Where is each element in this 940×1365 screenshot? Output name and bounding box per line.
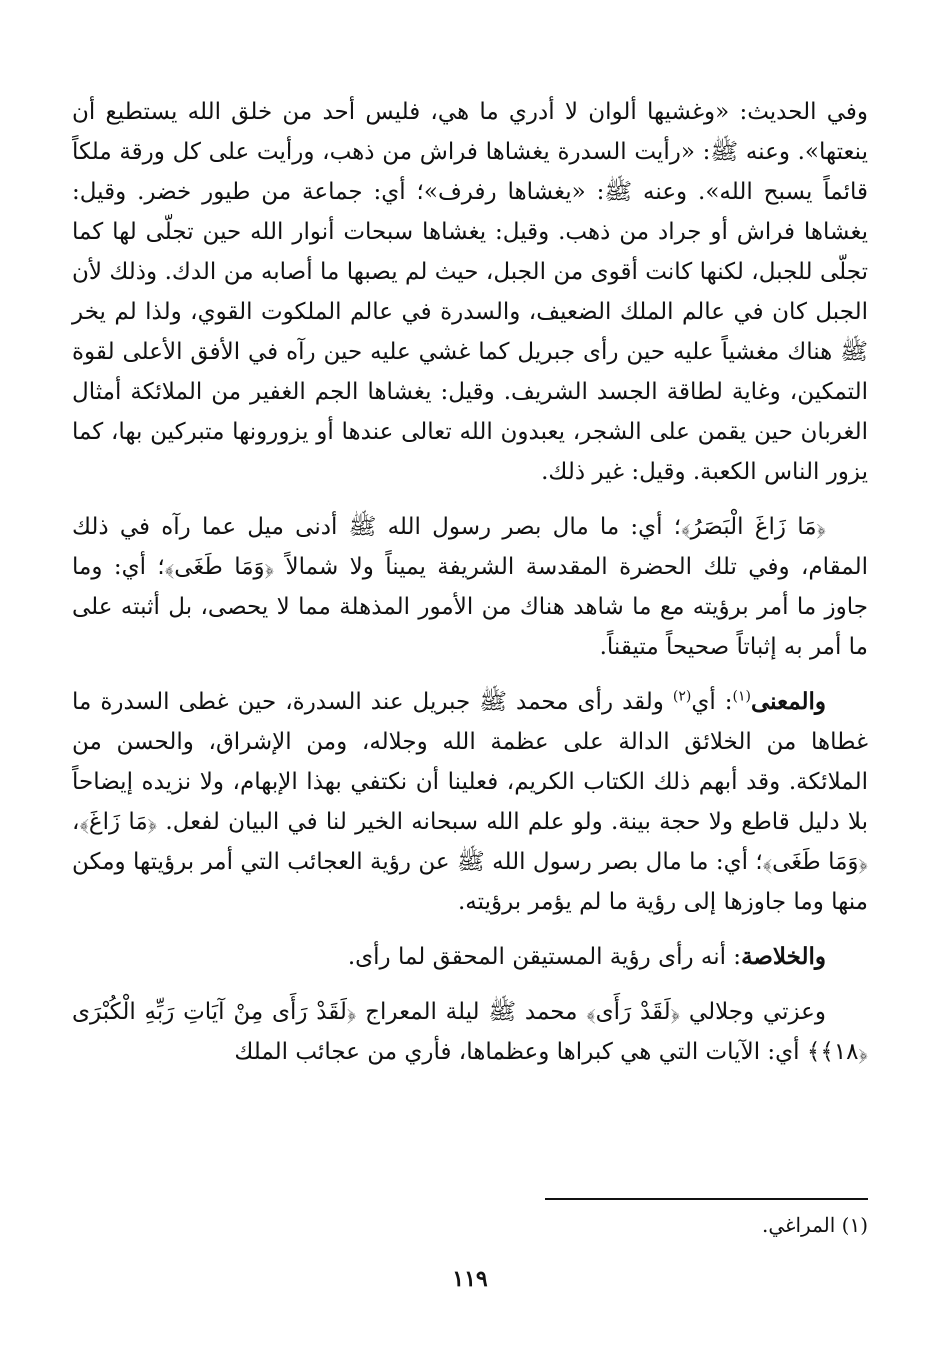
text-run: ؛ أي: ما مال بصر رسول الله ﷺ عن رؤية العجائب التي أمر برؤيتها ومكن منها وما جاوزها إلى رؤية ما لم يؤمر برؤيته. [72,849,868,915]
paragraph-summary [72,937,868,977]
page-number: ١١٩ [452,1266,488,1292]
quran-verse: ﴿مَا زَاغَ﴾ [79,809,158,835]
text-run: ولقد رأى محمد ﷺ جبريل عند السدرة، حين غطى السدرة ما غطاها من الخلائق الدالة على عظمة الله وجلاله، ومن الإشراق، والحسن من الملائكة. وقد أبهم ذلك الكتاب الكريم، فعلينا أن نكتفي بهذا الإبهام، ولا نزيده إيضاحاً بلا دليل قاطع ولا حجة بينة. ولو علم الله سبحانه الخير لنا في البيان لفعل. [72,689,868,835]
quran-verse: ﴿لَقَدْ رَأَى﴾ [586,999,681,1025]
footnote-ref: (٢) [672,688,692,705]
quran-verse: ﴿مَا زَاغَ الْبَصَرُ﴾ [681,514,826,540]
text-run: ، [72,809,80,835]
body-text [72,92,868,1087]
quran-verse: ﴿وَمَا طَغَى﴾ [164,554,275,580]
text-run: : أي [691,689,733,715]
text-run: أي: الآيات التي هي كبراها وعظماها، فأري من عجائب الملك [234,1039,807,1065]
text-run: : أنه رأى رؤية المستيقن المحقق لما رأى. [347,944,742,970]
term-heading: والخلاصة [741,943,826,970]
footnote-divider [545,1198,868,1200]
paragraph-oath [72,992,868,1072]
footnote: (١) المراغي. [761,1213,868,1237]
paragraph-hadith [72,92,868,492]
quran-verse: ﴿وَمَا طَغَى﴾ [762,849,868,875]
text-run: محمد ﷺ ليلة المعراج [356,999,587,1025]
text-run: وفي الحديث: «وغشيها ألوان لا أدري ما هي، فليس أحد من خلق الله يستطيع أن ينعتها». وعنه ﷺ: «رأيت السدرة يغشاها فراش من ذهب، ورأيت على كل ورقة ملكاً قائماً يسبح الله». وعنه ﷺ: «يغشاها رفرف»؛ أي: جماعة من طيور خضر. وقيل: يغشاها فراش أو جراد من ذهب. وقيل: يغشاها سبحات أنوار الله حين تجلّى لها كما تجلّى للجبل، لكنها كانت أقوى من الجبل، حيث لم يصبها ما أصابه من الدك. وذلك لأن الجبل كان في عالم الملك الضعيف، والسدرة في عالم الملكوت القوي، ولذا لم يخر ﷺ هناك مغشياً عليه حين رأى جبريل كما غشي عليه حين رآه في الأفق الأعلى لقوة التمكين، وغاية لطاقة الجسد الشريف. وقيل: يغشاها الجم الغفير من الملائكة أمثال الغربان حين يقمن على الشجر، يعبدون الله تعالى عندها أو يزورونها متبركين بها، كما يزور الناس الكعبة. وقيل: غير ذلك. [72,99,868,485]
text-run: ؛ أي: ما مال بصر رسول الله ﷺ أدنى ميل عما رآه في ذلك المقام، وفي تلك الحضرة المقدسة الشريفة يميناً ولا شمالاً [72,514,868,580]
paragraph-ma-zagha [72,507,868,667]
text-run: وعزتي وجلالي [680,999,826,1025]
paragraph-meaning [72,682,868,922]
text-run: ؛ أي: وما جاوز ما أمر برؤيته مع ما شاهد هناك من الأمور المذهلة مما لا يحصى، بل أثبته على ما أمر به إثباتاً صحيحاً متيقناً. [72,554,868,660]
term-heading: والمعنى [751,688,827,715]
footnote-ref: (١) [732,688,751,705]
quran-verse: ﴿لَقَدْ رَأَى مِنْ آيَاتِ رَبِّهِ الْكُبْرَى ﴿١٨﴾﴾ [72,999,868,1065]
